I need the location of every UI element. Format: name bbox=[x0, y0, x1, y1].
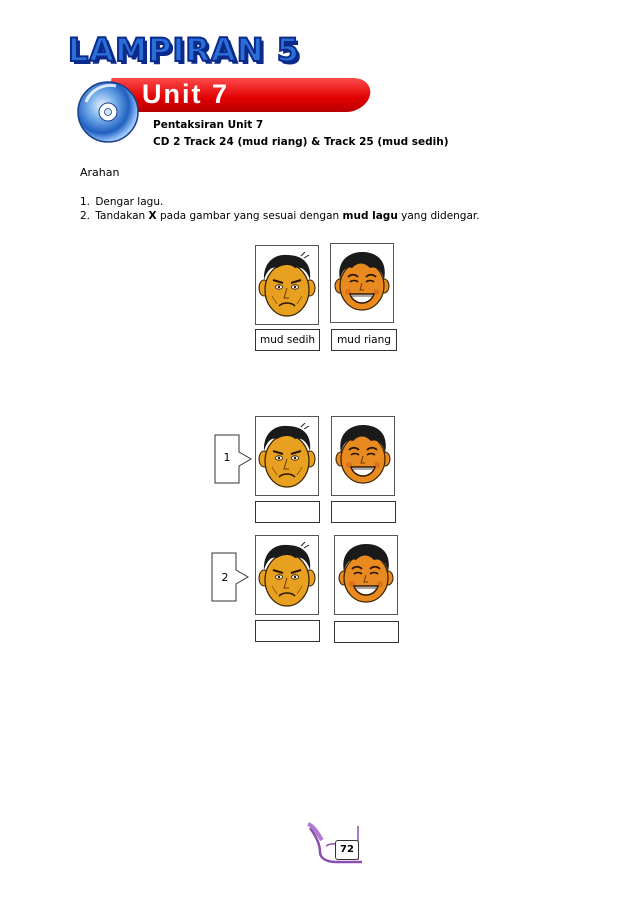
subtitle-assessment: Pentaksiran Unit 7 bbox=[153, 119, 264, 131]
instruction-step-2 bbox=[80, 210, 480, 222]
q1-sad-frame bbox=[255, 416, 319, 496]
example-sad-frame bbox=[255, 245, 319, 325]
question-number: 2 bbox=[221, 571, 229, 584]
bold-phrase: mud lagu bbox=[342, 210, 398, 222]
cd-icon bbox=[76, 80, 140, 144]
step-text: Tandakan bbox=[95, 210, 149, 222]
step-text: yang didengar. bbox=[397, 210, 480, 222]
label-happy: mud riang bbox=[331, 329, 397, 351]
happy-face-icon bbox=[336, 542, 396, 608]
q2-answer-box-happy[interactable] bbox=[334, 621, 399, 643]
q2-answer-box-sad[interactable] bbox=[255, 620, 320, 642]
sad-face-icon bbox=[257, 542, 317, 608]
example-happy-frame bbox=[330, 243, 394, 323]
step-number: 1. bbox=[80, 196, 91, 208]
happy-face-icon bbox=[333, 423, 393, 489]
sad-face-icon bbox=[257, 252, 317, 318]
step-text: pada gambar yang sesuai dengan bbox=[156, 210, 343, 222]
q2-sad-frame bbox=[255, 535, 319, 615]
q1-answer-box-happy[interactable] bbox=[331, 501, 396, 523]
mark-symbol: X bbox=[148, 210, 157, 222]
label-sad: mud sedih bbox=[255, 329, 320, 351]
sad-face-icon bbox=[257, 423, 317, 489]
q2-happy-frame bbox=[334, 535, 398, 615]
step-number: 2. bbox=[80, 210, 91, 222]
happy-face-icon bbox=[332, 250, 392, 316]
instructions-heading: Arahan bbox=[80, 166, 120, 179]
step-text: Dengar lagu. bbox=[95, 196, 164, 208]
subtitle-tracks: CD 2 Track 24 (mud riang) & Track 25 (mud sedih) bbox=[153, 136, 449, 148]
q1-answer-box-sad[interactable] bbox=[255, 501, 320, 523]
question-number: 1 bbox=[223, 451, 231, 464]
page-number: 72 bbox=[335, 840, 359, 860]
lampiran-title: LAMPIRAN 5 bbox=[68, 31, 300, 69]
q1-happy-frame bbox=[331, 416, 395, 496]
unit-label: Unit 7 bbox=[142, 79, 230, 109]
instruction-step-1 bbox=[80, 196, 163, 208]
